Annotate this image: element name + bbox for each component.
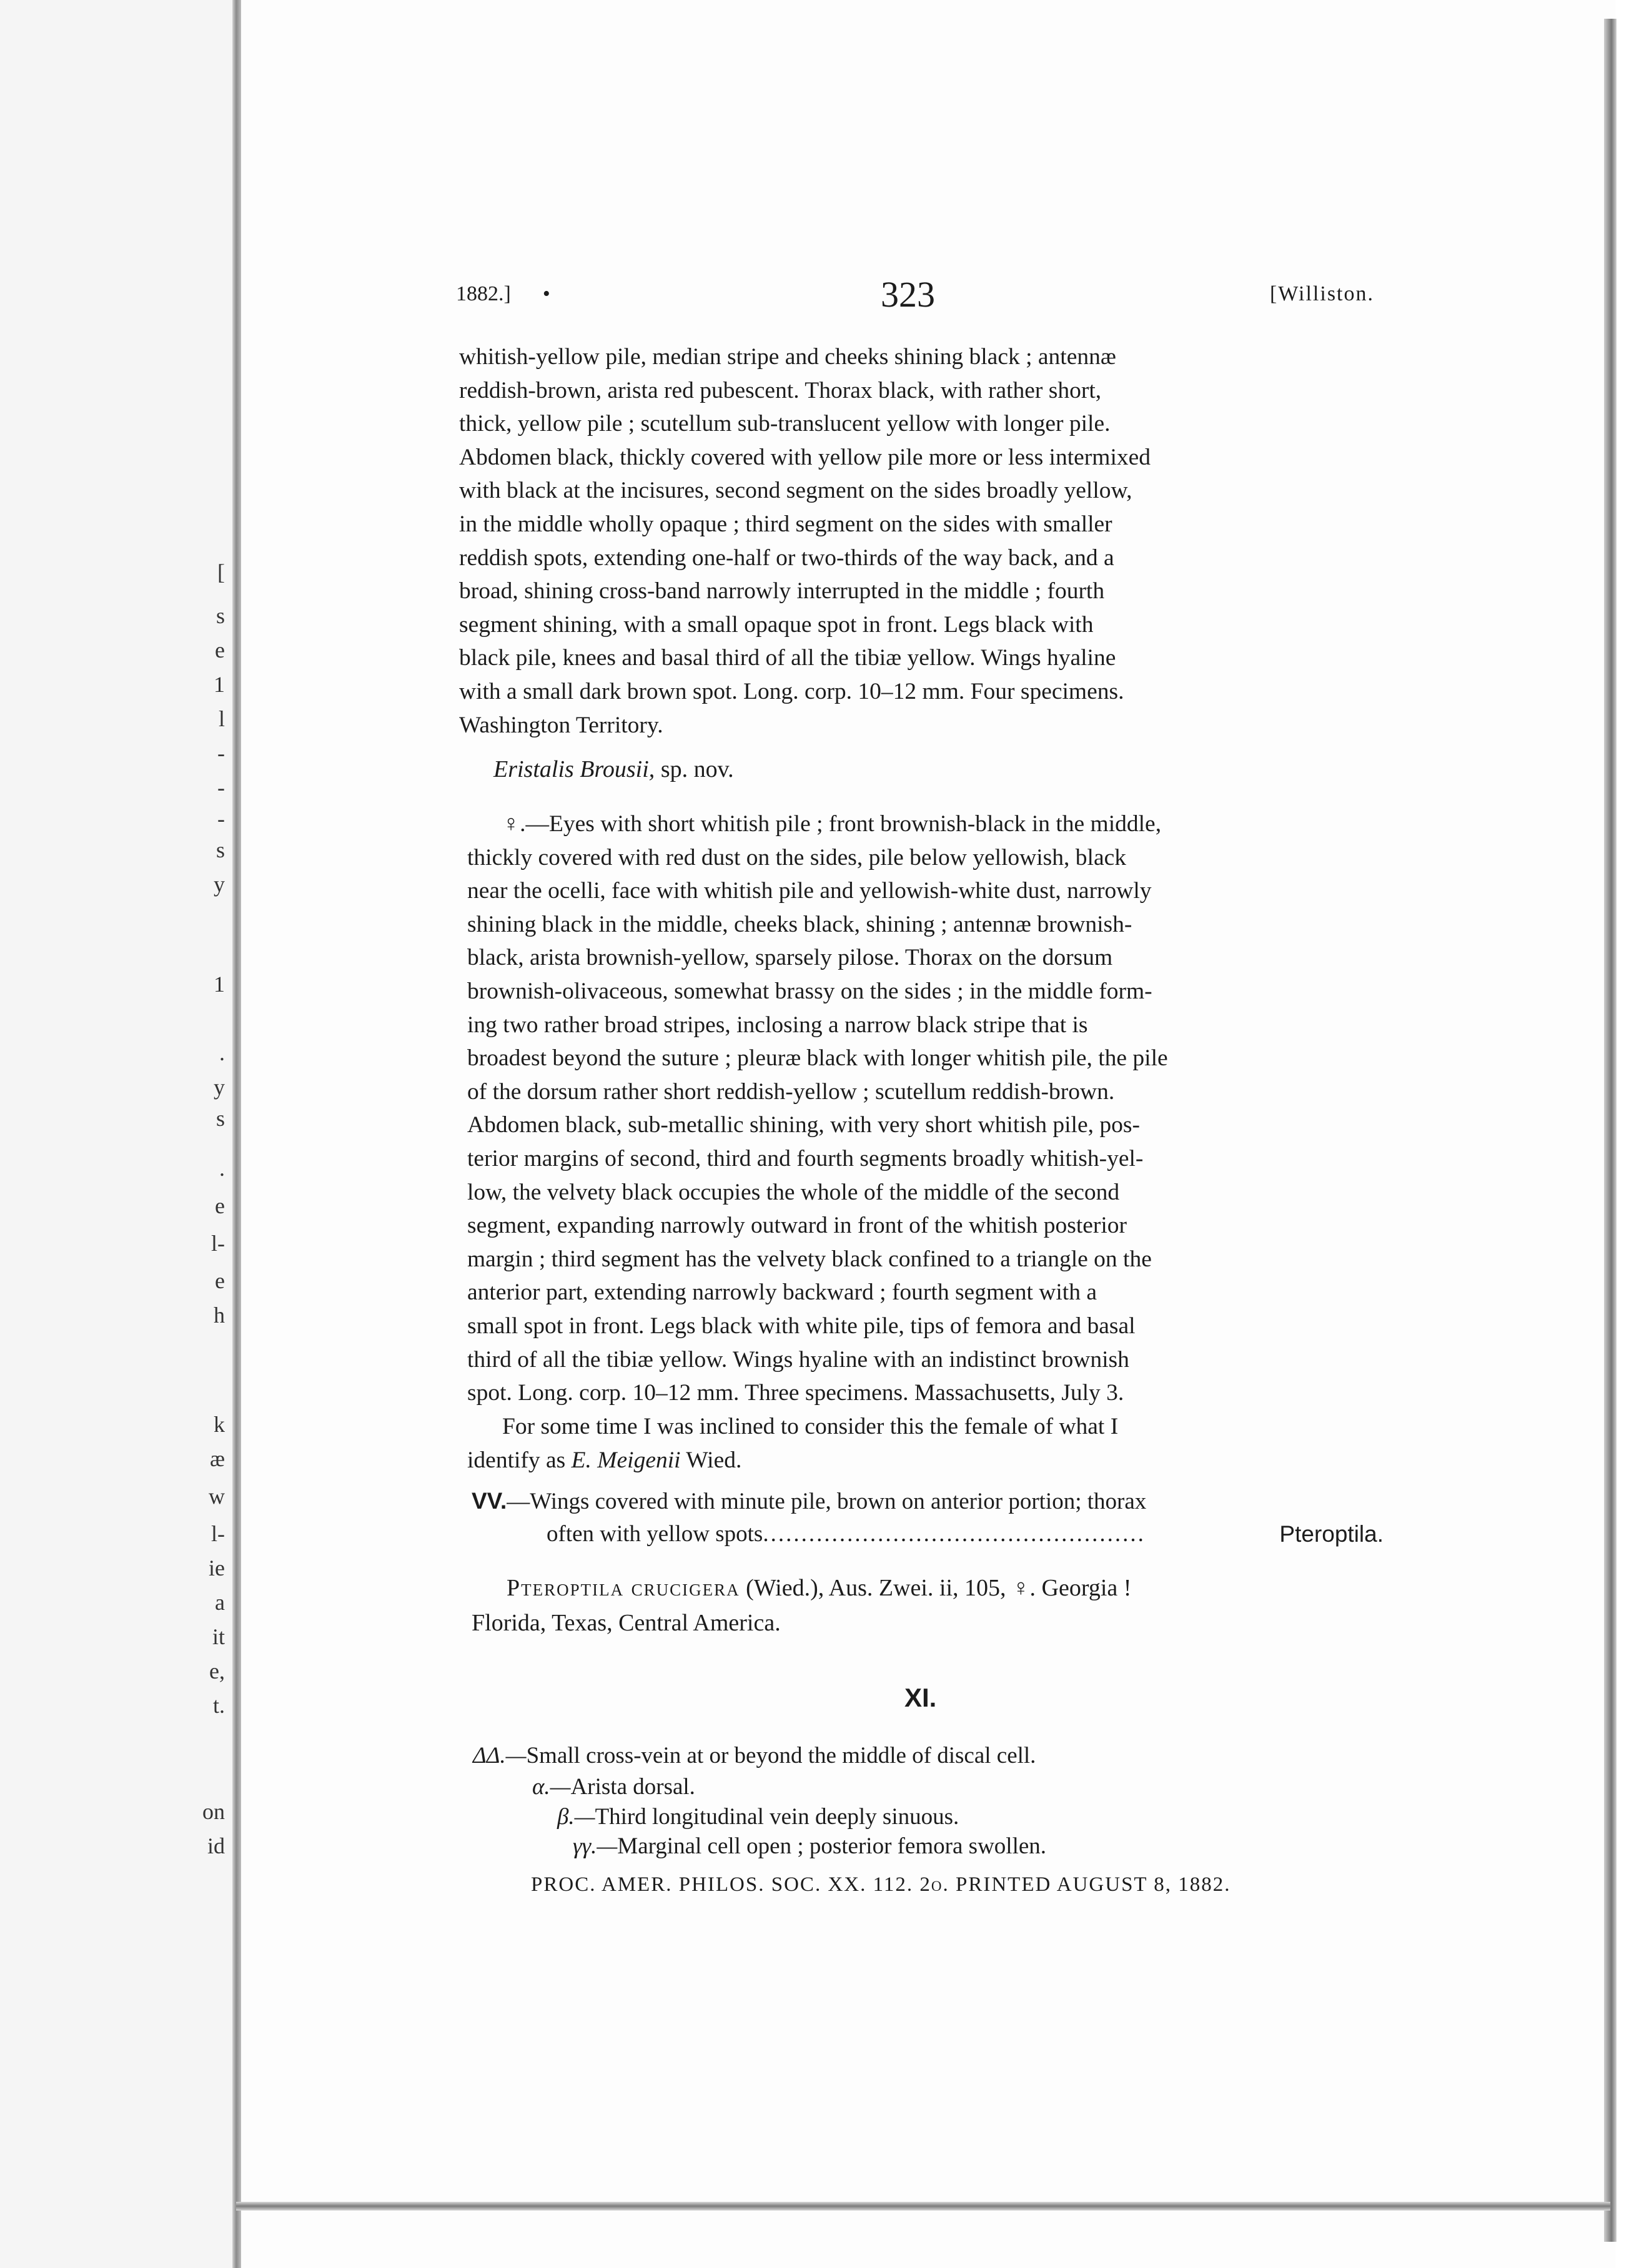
margin-fragment: s xyxy=(215,1106,225,1131)
key-couplet xyxy=(472,1485,1384,1551)
species-entry xyxy=(472,1570,1384,1640)
header-author: [Williston. xyxy=(1269,282,1374,305)
text-line: near the ocelli, face with whitish pile and yellowish-white dust, narrowly xyxy=(467,878,1152,904)
subkey-marker: β.— xyxy=(557,1804,595,1830)
margin-fragment: it xyxy=(212,1624,225,1649)
text-line: thick, yellow pile ; scutellum sub-translucent yellow with longer pile. xyxy=(459,411,1111,437)
text-line: broadest beyond the suture ; pleuræ black with longer whitish pile, the pile xyxy=(467,1045,1168,1072)
text-line: thickly covered with red dust on the sides, pile below yellowish, black xyxy=(467,844,1126,870)
species-heading xyxy=(493,756,734,783)
facing-page-text-fragments xyxy=(0,0,225,2268)
subkey-line-1: ΔΔ.—Small cross-vein at or beyond the middle of discal cell. xyxy=(473,1743,1036,1768)
margin-fragment: 1 xyxy=(214,672,225,697)
entry-name: Pteroptila crucigera xyxy=(507,1575,740,1601)
text-line: margin ; third segment has the velvety black confined to a triangle on the xyxy=(467,1246,1152,1272)
text-line: of the dorsum rather short reddish-yellow ; scutellum reddish-brown. xyxy=(467,1078,1115,1105)
margin-fragment: s xyxy=(215,837,225,862)
margin-fragment: [ xyxy=(217,560,225,584)
margin-fragment: h xyxy=(214,1303,225,1328)
margin-fragment: y xyxy=(214,872,225,897)
text-line: small spot in front. Legs black with white pile, tips of femora and basal xyxy=(467,1313,1136,1339)
header-year: 1882.] • xyxy=(456,282,550,305)
margin-fragment: - xyxy=(217,806,225,831)
subkey-marker: ΔΔ.— xyxy=(473,1743,527,1768)
text-line: Abdomen black, sub-metallic shining, with very short whitish pile, pos- xyxy=(467,1112,1140,1138)
text-line: anterior part, extending narrowly backward ; fourth segment with a xyxy=(467,1279,1097,1306)
text-line: terior margins of second, third and fourth segments broadly whitish-yel- xyxy=(467,1145,1144,1171)
margin-fragment: w xyxy=(209,1484,225,1509)
text-line: segment shining, with a small opaque spot in front. Legs black with xyxy=(459,611,1094,638)
margin-fragment: l- xyxy=(211,1231,225,1256)
subkey-marker: γγ.— xyxy=(573,1833,618,1859)
margin-fragment: . xyxy=(219,1040,225,1065)
text-line: spot. Long. corp. 10–12 mm. Three specimens. Massachusetts, July 3. xyxy=(467,1380,1124,1406)
text-line: ♀.—Eyes with short whitish pile ; front brownish-black in the middle, xyxy=(502,811,1162,837)
subkey-line-2: α.—Arista dorsal. xyxy=(532,1774,695,1800)
footer-text: PROC. AMER. PHILOS. SOC. XX. 112. 2o. PRINTED AUGUST 8, 1882. xyxy=(531,1873,1231,1896)
margin-fragment: e xyxy=(215,1268,225,1293)
paragraph-species-description xyxy=(467,807,1378,1410)
margin-fragment: l- xyxy=(211,1521,225,1546)
running-header xyxy=(456,275,1374,325)
margin-fragment: - xyxy=(217,775,225,800)
margin-fragment: k xyxy=(214,1412,225,1437)
subkey-line-3: β.—Third longitudinal vein deeply sinuous. xyxy=(557,1804,959,1830)
text-line: in the middle wholly opaque ; third segment on the sides with smaller xyxy=(459,511,1112,537)
section-heading: XI. xyxy=(904,1683,937,1712)
remark-line-2: identify as E. Meigenii Wied. xyxy=(467,1447,742,1473)
text-line: reddish-brown, arista red pubescent. Thorax black, with rather short, xyxy=(459,377,1102,403)
species-suffix: sp. nov. xyxy=(655,756,734,782)
text-line: with black at the incisures, second segment on the sides broadly yellow, xyxy=(459,478,1132,504)
margin-fragment: l xyxy=(218,706,225,731)
margin-fragment: 1 xyxy=(214,972,225,997)
page-right-edge xyxy=(1604,19,1617,2242)
text-line: third of all the tibiæ yellow. Wings hyaline with an indistinct brownish xyxy=(467,1346,1129,1373)
text-line: broad, shining cross-band narrowly interrupted in the middle ; fourth xyxy=(459,578,1105,604)
key-line-1: VV.—Wings covered with minute pile, brown on anterior portion; thorax xyxy=(472,1488,1147,1514)
key-genus: Pteroptila. xyxy=(1279,1521,1384,1547)
text-line: with a small dark brown spot. Long. corp. 10–12 mm. Four specimens. xyxy=(459,678,1124,704)
text-line: whitish-yellow pile, median stripe and cheeks shining black ; antennæ xyxy=(459,344,1116,370)
text-line: brownish-olivaceous, somewhat brassy on the sides ; in the middle form- xyxy=(467,978,1152,1004)
key-marker: VV. xyxy=(472,1488,507,1514)
entry-line-1: Pteroptila crucigera (Wied.), Aus. Zwei. ii, 105, ♀. Georgia ! xyxy=(507,1575,1132,1601)
margin-fragment: . xyxy=(219,1156,225,1181)
margin-fragment: e xyxy=(215,1193,225,1218)
species-name: Eristalis Brousii, xyxy=(493,756,655,782)
text-line: black, arista brownish-yellow, sparsely pilose. Thorax on the dorsum xyxy=(467,945,1113,971)
margin-fragment: æ xyxy=(209,1446,225,1471)
text-line: Washington Territory. xyxy=(459,712,663,738)
text-line: segment, expanding narrowly outward in front of the whitish posterior xyxy=(467,1213,1127,1239)
margin-fragment: id xyxy=(207,1833,225,1858)
page-bottom-edge xyxy=(236,2202,1610,2211)
margin-fragment: a xyxy=(215,1590,225,1615)
key-leader-dots: .................................................. xyxy=(763,1521,1146,1547)
text-line: reddish spots, extending one-half or two-thirds of the way back, and a xyxy=(459,545,1114,571)
remark-species: E. Meigenii xyxy=(571,1447,681,1473)
text-line: shining black in the middle, cheeks black, shining ; antennæ brownish- xyxy=(467,911,1132,937)
paragraph-remark xyxy=(467,1410,1378,1477)
subkey-marker: α.— xyxy=(532,1774,571,1800)
remark-line-1: For some time I was inclined to consider this the female of what I xyxy=(502,1414,1119,1439)
margin-fragment: ie xyxy=(209,1556,225,1580)
key-line-2: often with yellow spots .................................................. Pteroptila. xyxy=(472,1518,1384,1551)
text-line: Abdomen black, thickly covered with yellow pile more or less intermixed xyxy=(459,444,1151,470)
margin-fragment: t. xyxy=(212,1693,225,1718)
entry-line-2: Florida, Texas, Central America. xyxy=(472,1610,781,1636)
margin-fragment: y xyxy=(214,1075,225,1100)
text-line: low, the velvety black occupies the whole of the middle of the second xyxy=(467,1179,1120,1205)
page-footer xyxy=(531,1873,1231,1896)
margin-fragment: e, xyxy=(209,1659,225,1684)
page-number: 323 xyxy=(881,274,935,315)
header-bullet: • xyxy=(542,282,550,305)
subkey-line-4: γγ.—Marginal cell open ; posterior femora swollen. xyxy=(573,1833,1047,1859)
text-line: ing two rather broad stripes, inclosing a narrow black stripe that is xyxy=(467,1012,1088,1038)
text-line: black pile, knees and basal third of all the tibiæ yellow. Wings hyaline xyxy=(459,645,1116,671)
margin-fragment: s xyxy=(215,603,225,628)
margin-fragment: e xyxy=(215,638,225,663)
margin-fragment: on xyxy=(202,1799,225,1824)
margin-fragment: - xyxy=(217,741,225,766)
paragraph-description-continued xyxy=(459,340,1371,742)
book-gutter xyxy=(232,0,241,2268)
